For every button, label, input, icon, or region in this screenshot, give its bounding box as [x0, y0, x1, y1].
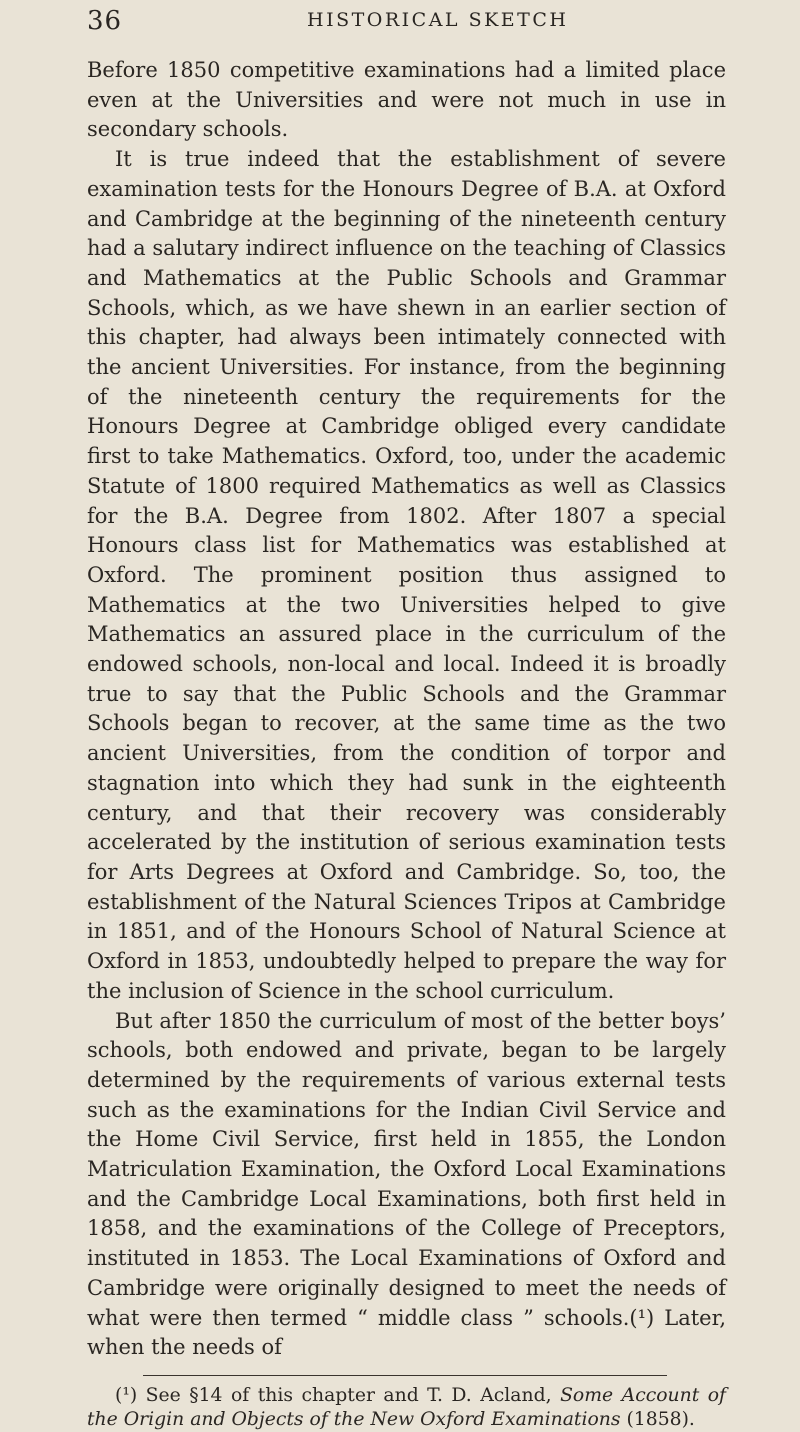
- book-page: [0, 2, 800, 1430]
- footnote: [87, 1384, 726, 1432]
- footnote-text-end: (1858).: [620, 1408, 695, 1430]
- footnote-marker: (¹): [115, 1384, 138, 1406]
- running-title: HISTORICAL SKETCH: [307, 9, 569, 31]
- footnote-divider: [143, 1375, 667, 1376]
- body-text: [87, 56, 726, 1363]
- footnote-cited-title: Some Account of the Origin and Objects of the New Oxford Examinations: [87, 1384, 727, 1430]
- paragraph: Before 1850 competitive examinations had a limited place even at the Universities and were not much in use in secondary schools.: [87, 58, 726, 142]
- paragraph: It is true indeed that the establishment of severe examination tests for the Honours Degree of B.A. at Oxford and Cambridge at the beginning of the nineteenth century had a salutary indirect influence on the teaching of Classics and Mathematics at the Public Schools and Grammar Schools, which, as we have shewn in an earlier section of this chapter, had always been intimately connected with the ancient Universities. For instance, from the beginning of the nineteenth century the requirements for the Honours Degree at Cambridge obliged every candidate first to take Mathematics. Oxford, too, under the academic Statute of 1800 required Mathematics as well as Classics for the B.A. Degree from 1802. After 1807 a special Honours class list for Mathematics was established at Oxford. The prominent position thus assigned to Mathematics at the two Universities helped to give Mathematics an assured place in the curriculum of the endowed schools, non-local and local. Indeed it is broadly true to say that the Public Schools and the Grammar Schools began to recover, at the same time as the two ancient Universities, from the condition of torpor and stagnation into which they had sunk in the eighteenth century, and that their recovery was considerably accelerated by the institution of serious examination tests for Arts Degrees at Oxford and Cambridge. So, too, the establishment of the Natural Sciences Tripos at Cambridge in 1851, and of the Honours School of Natural Science at Oxford in 1853, undoubtedly helped to prepare the way for the inclusion of Science in the school curriculum.: [87, 147, 726, 1003]
- paragraph: But after 1850 the curriculum of most of the better boys’ schools, both endowed and private, began to be largely determined by the requirements of various external tests such as the examinations for the Indian Civil Service and the Home Civil Service, first held in 1855, the London Matriculation Examination, the Oxford Local Examinations and the Cambridge Local Examinations, both first held in 1858, and the examinations of the College of Preceptors, instituted in 1853. The Local Examinations of Oxford and Cambridge were originally designed to meet the needs of what were then termed “ middle class ” schools.(¹) Later, when the needs of: [87, 1008, 726, 1360]
- footnote-text: See §14 of this chapter and T. D. Acland,: [137, 1384, 561, 1406]
- running-head: [87, 2, 726, 40]
- page-number: 36: [87, 6, 123, 36]
